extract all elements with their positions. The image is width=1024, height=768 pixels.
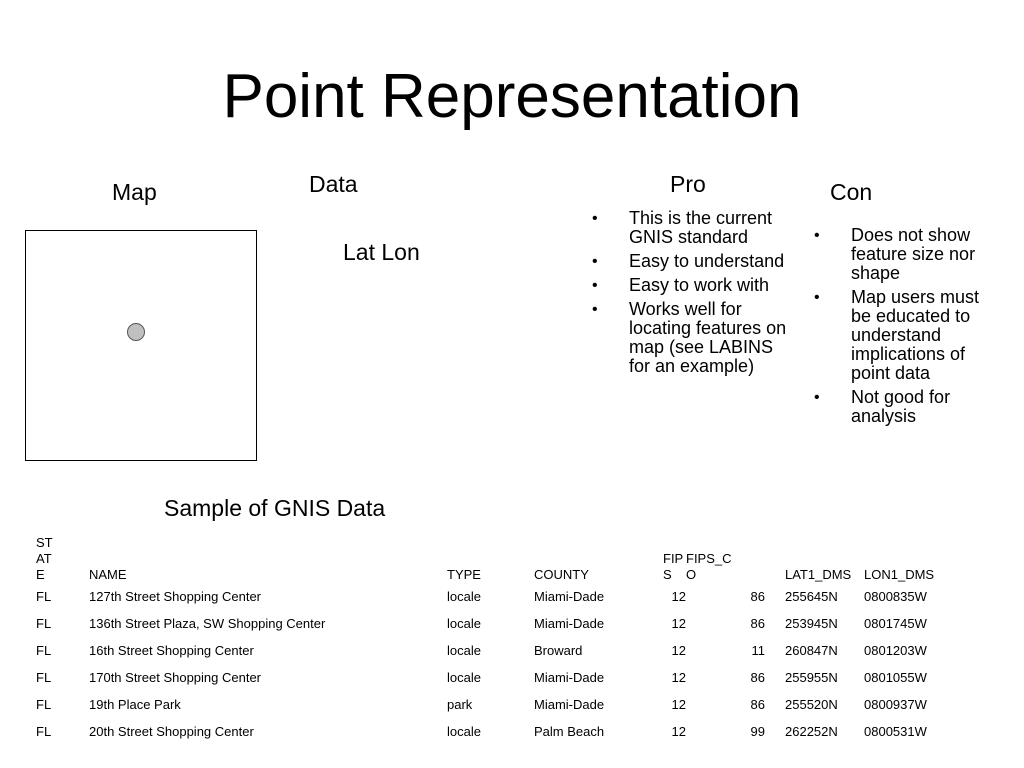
pro-item: • Works well for locating features on map (see LABINS for an example)	[590, 300, 790, 376]
gnis-data-table	[36, 535, 954, 745]
pro-item: • Easy to understand	[590, 252, 790, 271]
table-cell: 260847N	[785, 642, 838, 658]
table-cell: 12	[671, 723, 686, 739]
table-cell: 262252N	[785, 723, 838, 739]
table-cell: FL	[36, 669, 52, 685]
table-cell: 253945N	[785, 615, 838, 631]
column-header-county: COUNTY	[534, 567, 589, 582]
pro-list	[590, 209, 790, 381]
con-item: • Not good for analysis	[812, 388, 992, 426]
table-cell: 136th Street Plaza, SW Shopping Center	[89, 615, 326, 631]
table-cell: 20th Street Shopping Center	[89, 723, 254, 739]
pro-label: Pro	[670, 171, 706, 197]
table-cell: FL	[36, 642, 52, 658]
pro-item: • Easy to work with	[590, 276, 790, 295]
column-header-fips-co: FIPS_CO	[686, 551, 732, 582]
table-cell: locale	[447, 615, 481, 631]
table-cell: 255955N	[785, 669, 838, 685]
table-cell: 0800937W	[864, 696, 927, 712]
map-frame	[25, 230, 257, 461]
con-item: • Map users must be educated to understand implications of point data	[812, 288, 992, 383]
table-cell: FL	[36, 723, 52, 739]
table-cell: 255520N	[785, 696, 838, 712]
table-cell: 19th Place Park	[89, 696, 181, 712]
table-cell: 0801203W	[864, 642, 927, 658]
table-row	[36, 664, 954, 691]
pro-item: • This is the current GNIS standard	[590, 209, 790, 247]
lat-lon-label: Lat Lon	[343, 239, 420, 265]
table-cell: 16th Street Shopping Center	[89, 642, 254, 658]
map-point-marker	[127, 323, 145, 341]
table-cell: 86	[750, 588, 765, 604]
table-cell: 255645N	[785, 588, 838, 604]
table-row	[36, 718, 954, 745]
column-header-type: TYPE	[447, 567, 481, 582]
sample-heading: Sample of GNIS Data	[164, 495, 386, 521]
table-cell: 0801745W	[864, 615, 927, 631]
table-cell: 99	[750, 723, 765, 739]
table-cell: 86	[750, 696, 765, 712]
table-cell: 12	[671, 588, 686, 604]
column-header-name: NAME	[89, 567, 127, 582]
table-cell: locale	[447, 669, 481, 685]
table-cell: FL	[36, 696, 52, 712]
table-header-row	[36, 535, 954, 583]
table-cell: 0801055W	[864, 669, 927, 685]
table-cell: 12	[671, 669, 686, 685]
column-header-lat: LAT1_DMS	[785, 567, 852, 582]
table-cell: 0800531W	[864, 723, 927, 739]
table-cell: 12	[671, 696, 686, 712]
column-header-fips: FIPS	[663, 551, 684, 582]
table-cell: Miami-Dade	[534, 588, 605, 604]
table-cell: locale	[447, 642, 481, 658]
table-cell: Miami-Dade	[534, 669, 605, 685]
con-label: Con	[830, 179, 873, 205]
con-list	[812, 226, 992, 431]
con-item: • Does not show feature size nor shape	[812, 226, 992, 283]
column-header-lon: LON1_DMS	[864, 567, 935, 582]
table-cell: park	[447, 696, 473, 712]
table-cell: Broward	[534, 642, 583, 658]
table-cell: FL	[36, 588, 52, 604]
table-row	[36, 610, 954, 637]
data-label: Data	[309, 171, 358, 197]
table-cell: 0800835W	[864, 588, 927, 604]
table-cell: FL	[36, 615, 52, 631]
table-cell: 86	[750, 669, 765, 685]
table-cell: 12	[671, 642, 686, 658]
table-cell: 11	[751, 642, 765, 658]
table-row	[36, 637, 954, 664]
table-cell: Palm Beach	[534, 723, 605, 739]
table-cell: 170th Street Shopping Center	[89, 669, 262, 685]
column-header-state: STATE	[36, 535, 53, 582]
map-label: Map	[112, 179, 157, 205]
table-cell: Miami-Dade	[534, 696, 605, 712]
table-cell: Miami-Dade	[534, 615, 605, 631]
slide-title: Point Representation	[222, 62, 802, 131]
table-row	[36, 691, 954, 718]
table-cell: locale	[447, 723, 481, 739]
table-cell: 12	[671, 615, 686, 631]
table-row	[36, 583, 954, 610]
table-cell: locale	[447, 588, 481, 604]
table-cell: 86	[750, 615, 765, 631]
table-cell: 127th Street Shopping Center	[89, 588, 262, 604]
